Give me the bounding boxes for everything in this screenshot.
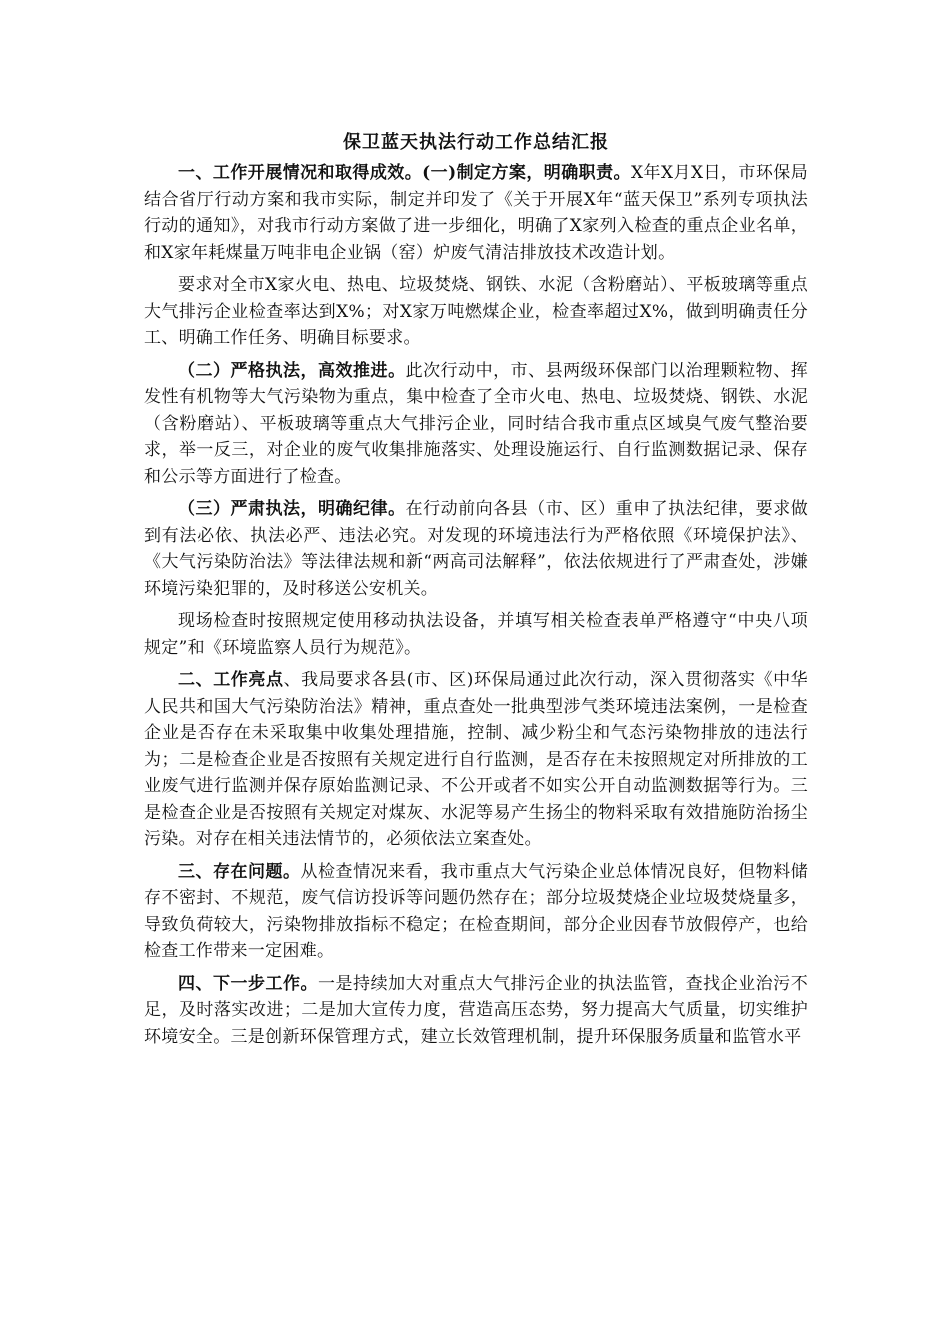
paragraph-text: 要求对全市X家火电、热电、垃圾焚烧、钢铁、水泥（含粉磨站）、平板玻璃等重点大气排污企业检查率达到X%；对X家万吨燃煤企业，检查率超过X%，做到明确责任分工、明确工作任务、明确目标要求。 <box>144 275 808 348</box>
document-page <box>144 120 808 1056</box>
paragraph-text: 一是持续加大对重点大气排污企业的执法监管，查找企业治污不足，及时落实改进；二是加大宣传力度，营造高压态势，努力提高大气质量，切实维护环境安全。三是创新环保管理方式，建立长效管理机制，提升环保服务质量和监管水平 <box>144 973 808 1047</box>
paragraph-heading: 四、下一步工作。 <box>178 973 319 994</box>
paragraph-text: 此次行动中，市、县两级环保部门以治理颗粒物、挥发性有机物等大气污染物为重点，集中检查了全市火电、热电、垃圾焚烧、钢铁、水泥（含粉磨站）、平板玻璃等重点大气排污企业，同时结合我市重点区域臭气废气整治要求，举一反三，对企业的废气收集排施落实、处理设施运行、自行监测数据记录、保存和公示等方面进行了检查。 <box>144 360 808 487</box>
paragraph-strict-enforcement <box>144 358 808 491</box>
paragraph-work-overview <box>144 160 808 266</box>
paragraph-heading: （二）严格执法，高效推进。 <box>178 360 406 381</box>
paragraph-text: 现场检查时按照规定使用移动执法设备，并填写相关检查表单严格遵守“中央八项规定”和《环境监察人员行为规范》。 <box>144 611 808 658</box>
paragraph-heading: 三、存在问题。 <box>178 861 301 882</box>
paragraph-text: 在行动前向各县（市、区）重申了执法纪律，要求做到有法必依、执法必严、违法必究。对发现的环境违法行为严格依照《环境保护法》、《大气污染防治法》等法律法规和新“两高司法解释”，依法依规进行了严肃查处，涉嫌环境污染犯罪的，及时移送公安机关。 <box>144 499 808 599</box>
paragraph-text: 从检查情况来看，我市重点大气污染企业总体情况良好，但物料储存不密封、不规范，废气信访投诉等问题仍然存在；部分垃圾焚烧企业垃圾焚烧量多，导致负荷较大，污染物排放指标不稳定；在检查期间，部分企业因春节放假停产，也给检查工作带来一定困难。 <box>144 861 808 961</box>
document-title: 保卫蓝天执法行动工作总结汇报 <box>343 132 609 153</box>
paragraph-heading: （三）严肃执法，明确纪律。 <box>178 499 406 519</box>
paragraph-problems <box>144 859 808 965</box>
paragraph-onsite-inspection <box>144 608 808 661</box>
paragraph-text: 、我局要求各县(市、区)环保局通过此次行动，深入贯彻落实《中华人民共和国大气污染防治法》精神，重点查处一批典型涉气类环境违法案例，一是检查企业是否存在未采取集中收集处理措施，控制、减少粉尘和气态污染物排放的违法行为；二是检查企业是否按照有关规定进行自行监测，是否存在未按照规定对所排放的工业废气进行监测并保存原始监测记录、不公开或者不如实公开自动监测数据等行为。三是检查企业是否按照有关规定对煤灰、水泥等易产生扬尘的物料采取有效措施防治扬尘污染。对存在相关违法情节的，必须依法立案查处。 <box>144 670 808 849</box>
paragraph-text: X年X月X日，市环保局结合省厅行动方案和我市实际，制定并印发了《关于开展X年“蓝天保卫”系列专项执法行动的通知》，对我市行动方案做了进一步细化，明确了X家列入检查的重点企业名单，和X家年耗煤量万吨非电企业锅（窑）炉废气清洁排放技术改造计划。 <box>144 163 808 263</box>
paragraph-heading: 一、工作开展情况和取得成效。(一)制定方案，明确职责。 <box>178 163 631 183</box>
paragraph-discipline <box>144 496 808 602</box>
paragraph-heading: 二、工作亮点 <box>178 670 284 690</box>
paragraph-highlights <box>144 667 808 853</box>
paragraph-inspection-requirements <box>144 272 808 352</box>
paragraph-next-steps <box>144 971 808 1051</box>
